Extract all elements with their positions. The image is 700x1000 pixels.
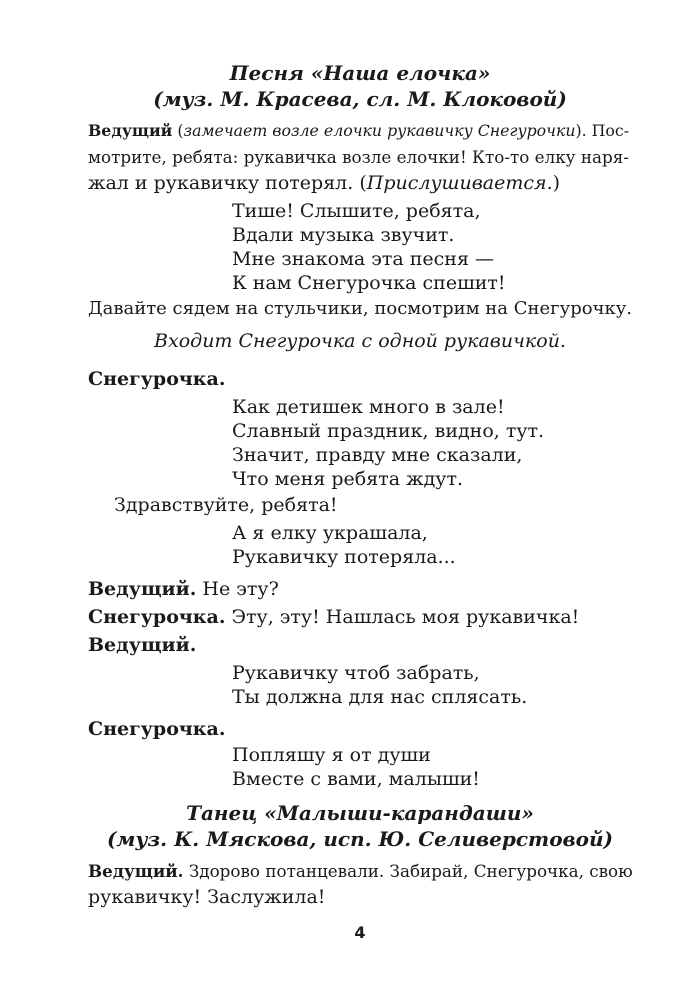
speaker-name: Снегурочка. [88, 368, 226, 390]
verse-line: К нам Снегурочка спешит! [232, 272, 506, 294]
text: Здорово потанцевали. Забирай, Снегурочка, свою [183, 861, 633, 881]
verse-line: Рукавичку чтоб забрать, [232, 662, 480, 684]
dialog-line [88, 604, 632, 630]
host-line-1: Ведущий (замечает возле елочки рукавичку Снегурочки). Пос- [88, 121, 630, 140]
speaker-name: Снегурочка. [88, 606, 226, 628]
song-credits: (муз. М. Красева, сл. М. Клоковой) [153, 87, 567, 111]
text: ). Пос- [575, 121, 630, 140]
verse-line: Рукавичку потеряла... [232, 546, 456, 568]
song-title: Песня «Наша елочка» [229, 61, 491, 85]
dialog-line [88, 576, 632, 602]
greeting-line: Здравствуйте, ребята! [114, 494, 338, 516]
book-page [88, 0, 632, 1000]
verse-line: Вдали музыка звучит. [232, 224, 455, 246]
host-line-2: мотрите, ребята: рукавичка возле елочки! Кто-то елку наря- [88, 147, 629, 167]
verse-line: Как детишек много в зале! [232, 396, 505, 418]
verse-line: Вместе с вами, малыши! [232, 768, 480, 790]
verse-line: Мне знакома эта песня — [232, 248, 494, 270]
text: Эту, эту! Нашлась моя рукавичка! [225, 606, 580, 628]
page-number: 4 [354, 923, 366, 942]
verse-line: А я елку украшала, [232, 522, 428, 544]
speaker-name: Снегурочка. [88, 718, 226, 740]
dance-credits: (муз. К. Мяскова, исп. Ю. Селиверстовой) [106, 827, 614, 851]
text: ) [552, 172, 561, 194]
verse-line: Попляшу я от души [232, 744, 431, 766]
verse-line: Ты должна для нас сплясать. [232, 686, 528, 708]
speaker-name: Ведущий. [88, 634, 197, 656]
speaker-name: Ведущий. [88, 578, 197, 600]
stage-direction: Прислушивается. [366, 172, 553, 194]
stage-direction: замечает возле елочки рукавичку Снегурочки [183, 121, 576, 140]
speaker-name: Ведущий. [88, 861, 184, 881]
verse-line: Тише! Слышите, ребята, [232, 200, 481, 222]
host-final-line-2: рукавичку! Заслужила! [88, 886, 326, 908]
text: Не эту? [196, 578, 279, 600]
verse-line: Славный праздник, видно, тут. [232, 420, 545, 442]
host-line-3 [88, 170, 632, 196]
stage-direction: Входит Снегурочка с одной рукавичкой. [154, 330, 566, 352]
host-final-line-1 [88, 858, 632, 884]
verse-line: Что меня ребята ждут. [232, 468, 464, 490]
verse-line: Значит, правду мне сказали, [232, 444, 523, 466]
speaker-name: Ведущий [88, 121, 173, 140]
dance-title: Танец «Малыши-карандаши» [186, 801, 534, 825]
host-line: Давайте сядем на стульчики, посмотрим на Снегурочку. [88, 298, 633, 319]
text: жал и рукавичку потерял. ( [88, 172, 367, 194]
